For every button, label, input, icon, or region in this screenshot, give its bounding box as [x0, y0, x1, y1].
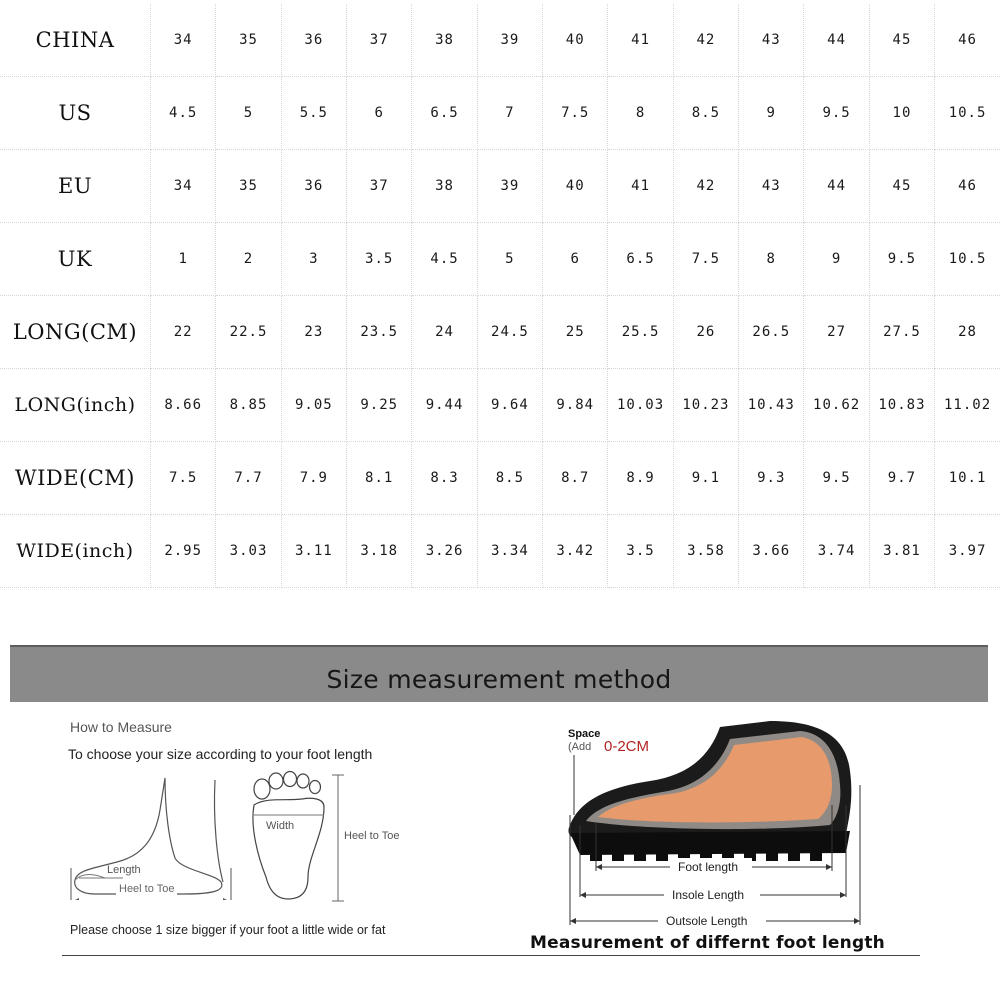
size-up-note: Please choose 1 size bigger if your foot a little wide or fat	[70, 923, 386, 937]
size-row	[0, 515, 1000, 588]
size-cell: 5	[477, 223, 542, 296]
size-cell: 25	[543, 296, 608, 369]
size-cell: 39	[477, 150, 542, 223]
size-cell: 7	[477, 77, 542, 150]
measurement-banner	[10, 645, 988, 702]
size-cell: 5.5	[281, 77, 346, 150]
size-cell: 9.25	[347, 369, 412, 442]
sole-heel-to-toe-label: Heel to Toe	[344, 830, 400, 842]
size-cell: 3.18	[347, 515, 412, 588]
size-cell: 3.81	[869, 515, 934, 588]
size-cell: 3.66	[739, 515, 804, 588]
size-cell: 7.5	[543, 77, 608, 150]
size-cell: 9.7	[869, 442, 934, 515]
size-cell: 38	[412, 150, 477, 223]
foot-side-view-illustration	[65, 770, 240, 900]
size-row	[0, 150, 1000, 223]
size-cell: 9	[804, 223, 869, 296]
sole-width-label: Width	[266, 820, 295, 832]
size-row	[0, 77, 1000, 150]
size-row-label: WIDE(CM)	[0, 442, 151, 515]
size-cell: 26.5	[739, 296, 804, 369]
size-cell: 9.44	[412, 369, 477, 442]
size-cell: 46	[935, 150, 1000, 223]
size-cell: 5	[216, 77, 281, 150]
size-cell: 37	[347, 150, 412, 223]
size-cell: 8.9	[608, 442, 673, 515]
size-row	[0, 296, 1000, 369]
size-cell: 10.5	[935, 223, 1000, 296]
size-cell: 40	[543, 150, 608, 223]
size-cell: 10.1	[935, 442, 1000, 515]
size-cell: 2	[216, 223, 281, 296]
size-cell: 45	[869, 4, 934, 77]
size-cell: 9.84	[543, 369, 608, 442]
size-cell: 7.5	[673, 223, 738, 296]
size-cell: 34	[151, 150, 216, 223]
size-cell: 43	[739, 150, 804, 223]
size-cell: 3.58	[673, 515, 738, 588]
size-cell: 34	[151, 4, 216, 77]
size-cell: 10.83	[869, 369, 934, 442]
insole-length-label: Insole Length	[672, 888, 745, 902]
size-cell: 26	[673, 296, 738, 369]
size-cell: 9.3	[739, 442, 804, 515]
size-cell: 1	[151, 223, 216, 296]
size-cell: 35	[216, 150, 281, 223]
measurement-title: Size measurement method	[326, 665, 672, 694]
measurement-caption: Measurement of differnt foot length	[530, 933, 885, 953]
size-cell: 41	[608, 150, 673, 223]
size-row	[0, 223, 1000, 296]
size-row	[0, 4, 1000, 77]
size-cell: 45	[869, 150, 934, 223]
size-cell: 3.26	[412, 515, 477, 588]
size-cell: 35	[216, 4, 281, 77]
size-cell: 7.5	[151, 442, 216, 515]
size-cell: 41	[608, 4, 673, 77]
size-cell: 6	[347, 77, 412, 150]
size-chart-table	[0, 4, 1000, 588]
size-cell: 6	[543, 223, 608, 296]
size-cell: 3.42	[543, 515, 608, 588]
size-cell: 9.1	[673, 442, 738, 515]
foot-length-label: Foot length	[678, 860, 739, 874]
size-cell: 8	[608, 77, 673, 150]
size-cell: 6.5	[412, 77, 477, 150]
side-length-label: Length	[107, 864, 141, 876]
space-label: Space	[568, 728, 601, 740]
size-cell: 9.5	[869, 223, 934, 296]
foot-sole-view-illustration	[240, 767, 420, 907]
size-row	[0, 369, 1000, 442]
size-cell: 9.5	[804, 77, 869, 150]
size-chart-body	[0, 4, 1000, 588]
size-cell: 3.5	[608, 515, 673, 588]
size-cell: 3.03	[216, 515, 281, 588]
size-row	[0, 442, 1000, 515]
size-cell: 42	[673, 150, 738, 223]
size-cell: 8.3	[412, 442, 477, 515]
size-cell: 9	[739, 77, 804, 150]
size-cell: 7.7	[216, 442, 281, 515]
size-cell: 8	[739, 223, 804, 296]
outsole-length-label: Outsole Length	[666, 914, 748, 928]
size-cell: 46	[935, 4, 1000, 77]
size-cell: 25.5	[608, 296, 673, 369]
side-heel-to-toe-label: Heel to Toe	[116, 883, 177, 895]
size-row-label: LONG(CM)	[0, 296, 151, 369]
size-cell: 8.7	[543, 442, 608, 515]
size-row-label: EU	[0, 150, 151, 223]
size-cell: 10.03	[608, 369, 673, 442]
size-cell: 38	[412, 4, 477, 77]
size-row-label: WIDE(inch)	[0, 515, 151, 588]
size-cell: 8.5	[477, 442, 542, 515]
size-cell: 3.97	[935, 515, 1000, 588]
size-cell: 8.66	[151, 369, 216, 442]
size-cell: 9.5	[804, 442, 869, 515]
size-cell: 9.05	[281, 369, 346, 442]
size-row-label: LONG(inch)	[0, 369, 151, 442]
add-label: (Add	[568, 741, 592, 753]
size-cell: 10.5	[935, 77, 1000, 150]
size-cell: 2.95	[151, 515, 216, 588]
size-row-label: US	[0, 77, 151, 150]
size-cell: 3.34	[477, 515, 542, 588]
size-cell: 4.5	[412, 223, 477, 296]
size-cell: 11.02	[935, 369, 1000, 442]
size-cell: 3.11	[281, 515, 346, 588]
size-cell: 27.5	[869, 296, 934, 369]
size-cell: 8.85	[216, 369, 281, 442]
size-cell: 8.5	[673, 77, 738, 150]
size-cell: 44	[804, 4, 869, 77]
size-cell: 43	[739, 4, 804, 77]
size-cell: 10.23	[673, 369, 738, 442]
add-value: 0-2CM	[604, 738, 650, 755]
size-cell: 28	[935, 296, 1000, 369]
size-cell: 42	[673, 4, 738, 77]
size-cell: 10.43	[739, 369, 804, 442]
size-row-label: UK	[0, 223, 151, 296]
size-cell: 27	[804, 296, 869, 369]
size-cell: 24.5	[477, 296, 542, 369]
size-cell: 36	[281, 4, 346, 77]
size-cell: 9.64	[477, 369, 542, 442]
size-cell: 40	[543, 4, 608, 77]
size-row-label: CHINA	[0, 4, 151, 77]
size-cell: 37	[347, 4, 412, 77]
size-cell: 36	[281, 150, 346, 223]
size-cell: 3.5	[347, 223, 412, 296]
size-cell: 23	[281, 296, 346, 369]
size-cell: 3	[281, 223, 346, 296]
size-cell: 22	[151, 296, 216, 369]
size-cell: 4.5	[151, 77, 216, 150]
size-cell: 24	[412, 296, 477, 369]
size-cell: 3.74	[804, 515, 869, 588]
size-cell: 22.5	[216, 296, 281, 369]
bottom-divider	[62, 955, 920, 956]
size-cell: 6.5	[608, 223, 673, 296]
size-cell: 10	[869, 77, 934, 150]
size-cell: 8.1	[347, 442, 412, 515]
how-to-measure-heading: How to Measure	[70, 719, 172, 735]
size-cell: 23.5	[347, 296, 412, 369]
size-cell: 7.9	[281, 442, 346, 515]
measurement-panel	[10, 645, 988, 960]
size-cell: 39	[477, 4, 542, 77]
shoe-measurement-illustration	[550, 715, 870, 930]
size-cell: 10.62	[804, 369, 869, 442]
size-cell: 44	[804, 150, 869, 223]
instruction-text: To choose your size according to your foot length	[68, 746, 373, 762]
